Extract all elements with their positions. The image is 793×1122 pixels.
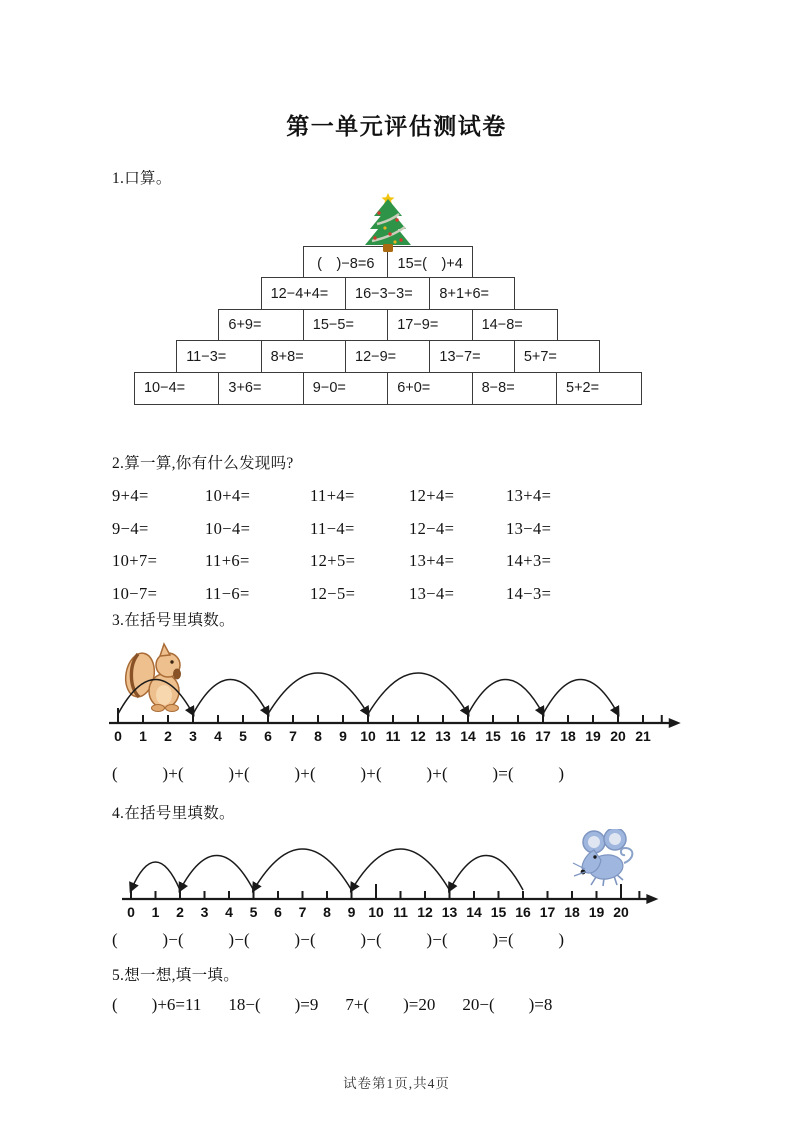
number-line-label: 18	[564, 904, 580, 920]
equation: 18−( )=9	[228, 995, 319, 1014]
number-line-label: 11	[393, 904, 408, 920]
equation: 10+4=	[205, 486, 251, 505]
equation: 10−7=	[112, 583, 158, 603]
jump-arc	[450, 856, 524, 891]
number-line-label: 13	[435, 728, 451, 744]
equation: 13+4=	[409, 551, 455, 570]
equation: 9−4=	[112, 518, 149, 538]
jump-arc	[468, 680, 543, 715]
jump-arc	[180, 856, 254, 891]
equation: 11+4=	[310, 486, 355, 505]
number-line-label: 0	[114, 728, 122, 744]
pyramid-cell: 10−4=	[134, 372, 220, 405]
q5-label: 5.想一想,填一填。	[112, 967, 240, 984]
number-line-label: 14	[466, 904, 482, 920]
pyramid-cell: 14−8=	[472, 309, 558, 342]
number-line-label: 14	[460, 728, 476, 744]
equation: 13−4=	[506, 518, 552, 538]
pyramid-row	[0, 340, 776, 373]
equation: ( )+6=11	[112, 995, 202, 1014]
pyramid-cell: 6+0=	[387, 372, 473, 405]
number-line-label: 10	[360, 728, 376, 744]
q4-expression: ( )−( )−( )−( )−( )−( )=( )	[112, 930, 565, 949]
number-line-label: 2	[164, 728, 172, 744]
pyramid-cell: 9−0=	[303, 372, 389, 405]
number-line-label: 12	[417, 904, 433, 920]
equation: 12+5=	[310, 551, 356, 570]
number-line-label: 16	[515, 904, 531, 920]
equation: 14+3=	[506, 551, 552, 570]
christmas-tree-image	[357, 192, 419, 252]
pyramid-cell: 13−7=	[429, 340, 515, 373]
q4-number-line	[95, 826, 735, 932]
number-line-label: 5	[249, 904, 258, 920]
number-line-label: 20	[610, 728, 626, 744]
pyramid-cell: 6+9=	[218, 309, 304, 342]
number-line-label: 21	[635, 728, 651, 744]
pyramid-cell: 5+2=	[556, 372, 642, 405]
equation: 9+4=	[112, 486, 149, 505]
jump-arc	[543, 680, 618, 715]
pyramid-row	[0, 277, 776, 310]
pyramid-cell: 15−5=	[303, 309, 389, 342]
pyramid-cell: 5+7=	[514, 340, 600, 373]
number-line-label: 1	[139, 728, 147, 744]
number-line-label: 1	[151, 904, 160, 920]
equation: 12−5=	[310, 583, 356, 603]
number-line-label: 6	[264, 728, 272, 744]
number-line-label: 9	[347, 904, 356, 920]
number-line-label: 17	[535, 728, 551, 744]
pyramid-cell: ( )−8=6	[303, 246, 389, 279]
number-line-label: 15	[485, 728, 501, 744]
number-line-label: 4	[214, 728, 222, 744]
equation: 14−3=	[506, 583, 552, 603]
jump-arc	[368, 673, 468, 714]
number-line-label: 7	[289, 728, 297, 744]
number-line-label: 13	[441, 904, 458, 920]
pyramid-cell: 12−4+4=	[261, 277, 347, 310]
pyramid-cell: 17−9=	[387, 309, 473, 342]
equation: 11−4=	[310, 518, 355, 538]
number-line-label: 11	[385, 728, 401, 744]
equation: 13+4=	[506, 486, 552, 505]
equation: 12+4=	[409, 486, 455, 505]
number-line-label: 17	[539, 904, 556, 920]
q2-label: 2.算一算,你有什么发现吗?	[112, 455, 294, 472]
number-line-label: 12	[410, 728, 426, 744]
number-line-label: 3	[200, 904, 209, 920]
q3-label: 3.在括号里填数。	[112, 612, 235, 629]
number-line-label: 0	[127, 904, 135, 920]
number-line-label: 8	[314, 728, 322, 744]
q3-expression: ( )+( )+( )+( )+( )+( )=( )	[112, 764, 565, 783]
number-line-label: 16	[510, 728, 526, 744]
number-line-label: 19	[585, 728, 601, 744]
number-line-label: 10	[368, 904, 384, 920]
q2-equation-grid	[112, 480, 586, 610]
pyramid-cell: 15=( )+4	[387, 246, 473, 279]
q5-equations	[112, 995, 552, 1015]
pyramid-cell: 8−8=	[472, 372, 558, 405]
number-line-label: 6	[274, 904, 282, 920]
number-line-label: 9	[339, 728, 347, 744]
q4-label: 4.在括号里填数。	[112, 805, 235, 822]
pyramid-row	[0, 309, 776, 342]
equation: 11+6=	[205, 551, 250, 570]
number-line-label: 15	[490, 904, 507, 920]
number-line-label: 7	[298, 904, 307, 920]
oral-calc-pyramid	[0, 192, 776, 405]
equation: 12−4=	[409, 518, 455, 538]
pyramid-cell: 16−3−3=	[345, 277, 431, 310]
pyramid-cell: 8+1+6=	[429, 277, 515, 310]
number-line-label: 19	[588, 904, 605, 920]
equation: 10−4=	[205, 518, 251, 538]
equation: 20−( )=8	[462, 995, 553, 1014]
jump-arc	[352, 849, 450, 890]
page-footer: 试卷第1页,共4页	[343, 1076, 450, 1091]
q1-label: 1.口算。	[112, 170, 172, 187]
pyramid-cell: 11−3=	[176, 340, 262, 373]
jump-arc	[193, 680, 268, 715]
pyramid-cell: 3+6=	[218, 372, 304, 405]
equation: 13−4=	[409, 583, 455, 603]
number-line-label: 8	[323, 904, 331, 920]
jump-arc	[268, 673, 368, 714]
page-title: 第一单元评估测试卷	[286, 114, 507, 139]
number-line-label: 18	[560, 728, 576, 744]
equation: 7+( )=20	[345, 995, 436, 1014]
number-line-label: 4	[225, 904, 233, 920]
pyramid-row	[0, 372, 776, 405]
number-line-label: 2	[176, 904, 184, 920]
pyramid-cell: 12−9=	[345, 340, 431, 373]
pyramid-cell: 8+8=	[261, 340, 347, 373]
equation: 10+7=	[112, 551, 158, 570]
number-line-label: 20	[613, 904, 629, 920]
number-line-label: 5	[239, 728, 247, 744]
equation: 11−6=	[205, 583, 250, 603]
jump-arc	[118, 680, 193, 715]
jump-arc	[254, 849, 352, 890]
q3-number-line	[95, 634, 735, 760]
number-line-label: 3	[189, 728, 197, 744]
jump-arc	[131, 862, 180, 890]
